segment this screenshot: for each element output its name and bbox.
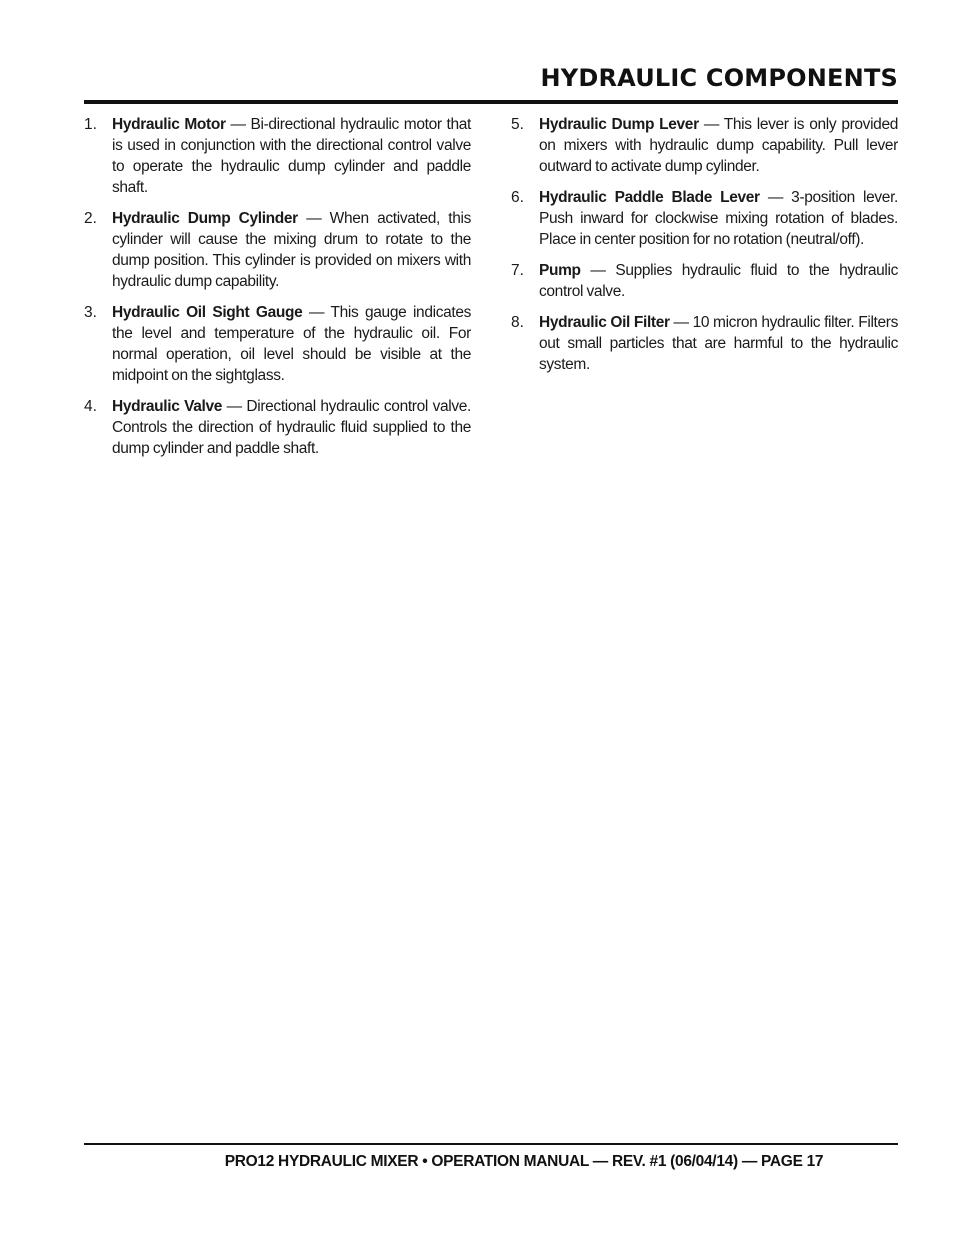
item-text xyxy=(112,302,471,386)
list-item xyxy=(511,187,898,250)
item-description: — 10 micron hydraulic filter. Filters out small particles that are harmful to the hydraulic system. xyxy=(539,314,898,373)
item-text xyxy=(539,187,898,250)
item-term: Hydraulic Oil Sight Gauge xyxy=(112,304,303,321)
item-description: — Bi-directional hydraulic motor that is used in conjunction with the directional control valve to operate the hydraulic dump cylinder and paddle shaft. xyxy=(112,116,471,196)
footer-divider xyxy=(84,1143,898,1145)
list-item xyxy=(511,312,898,375)
item-term: Pump xyxy=(539,262,581,279)
item-number: 3. xyxy=(84,304,97,321)
item-term: Hydraulic Paddle Blade Lever xyxy=(539,189,760,206)
item-number: 6. xyxy=(511,189,524,206)
item-term: Hydraulic Valve xyxy=(112,398,223,415)
item-text xyxy=(112,208,471,292)
item-term: Hydraulic Oil Filter xyxy=(539,314,670,331)
list-item xyxy=(84,208,471,292)
list-item xyxy=(84,302,471,386)
item-term: Hydraulic Motor xyxy=(112,116,226,133)
list-item xyxy=(511,114,898,177)
item-description: — Supplies hydraulic fluid to the hydraulic control valve. xyxy=(539,262,898,300)
item-number: 7. xyxy=(511,262,524,279)
list-item xyxy=(511,260,898,302)
item-term: Hydraulic Dump Lever xyxy=(539,116,699,133)
item-description: — When activated, this cylinder will cause the mixing drum to rotate to the dump position. This cylinder is provided on mixers with hydraulic dump capability. xyxy=(112,210,471,290)
item-number: 5. xyxy=(511,116,524,133)
right-column xyxy=(511,114,898,385)
item-text xyxy=(539,312,898,375)
page-title: HYDRAULIC COMPONENTS xyxy=(540,64,898,92)
item-description: — This gauge indicates the level and temperature of the hydraulic oil. For normal operation, oil level should be visible at the midpoint on the sightglass. xyxy=(112,304,471,384)
item-description: — 3-position lever. Push inward for clockwise mixing rotation of blades. Place in center position for no rotation (neutral/off). xyxy=(539,189,898,248)
list-item xyxy=(84,396,471,459)
item-term: Hydraulic Dump Cylinder xyxy=(112,210,298,227)
item-text xyxy=(112,114,471,198)
item-number: 4. xyxy=(84,398,97,415)
left-column xyxy=(84,114,471,469)
item-description: — This lever is only provided on mixers with hydraulic dump capability. Pull lever outward to activate dump cylinder. xyxy=(539,116,898,175)
page-footer: PRO12 HYDRAULIC MIXER • OPERATION MANUAL — REV. #1 (06/04/14) — PAGE 17 xyxy=(224,1153,824,1170)
item-text xyxy=(539,114,898,177)
list-item xyxy=(84,114,471,198)
item-number: 2. xyxy=(84,210,97,227)
item-number: 8. xyxy=(511,314,524,331)
title-divider xyxy=(84,100,898,104)
item-text xyxy=(539,260,898,302)
item-description: — Directional hydraulic control valve. Controls the direction of hydraulic fluid supplied to the dump cylinder and paddle shaft. xyxy=(112,398,471,457)
item-text xyxy=(112,396,471,459)
item-number: 1. xyxy=(84,116,97,133)
